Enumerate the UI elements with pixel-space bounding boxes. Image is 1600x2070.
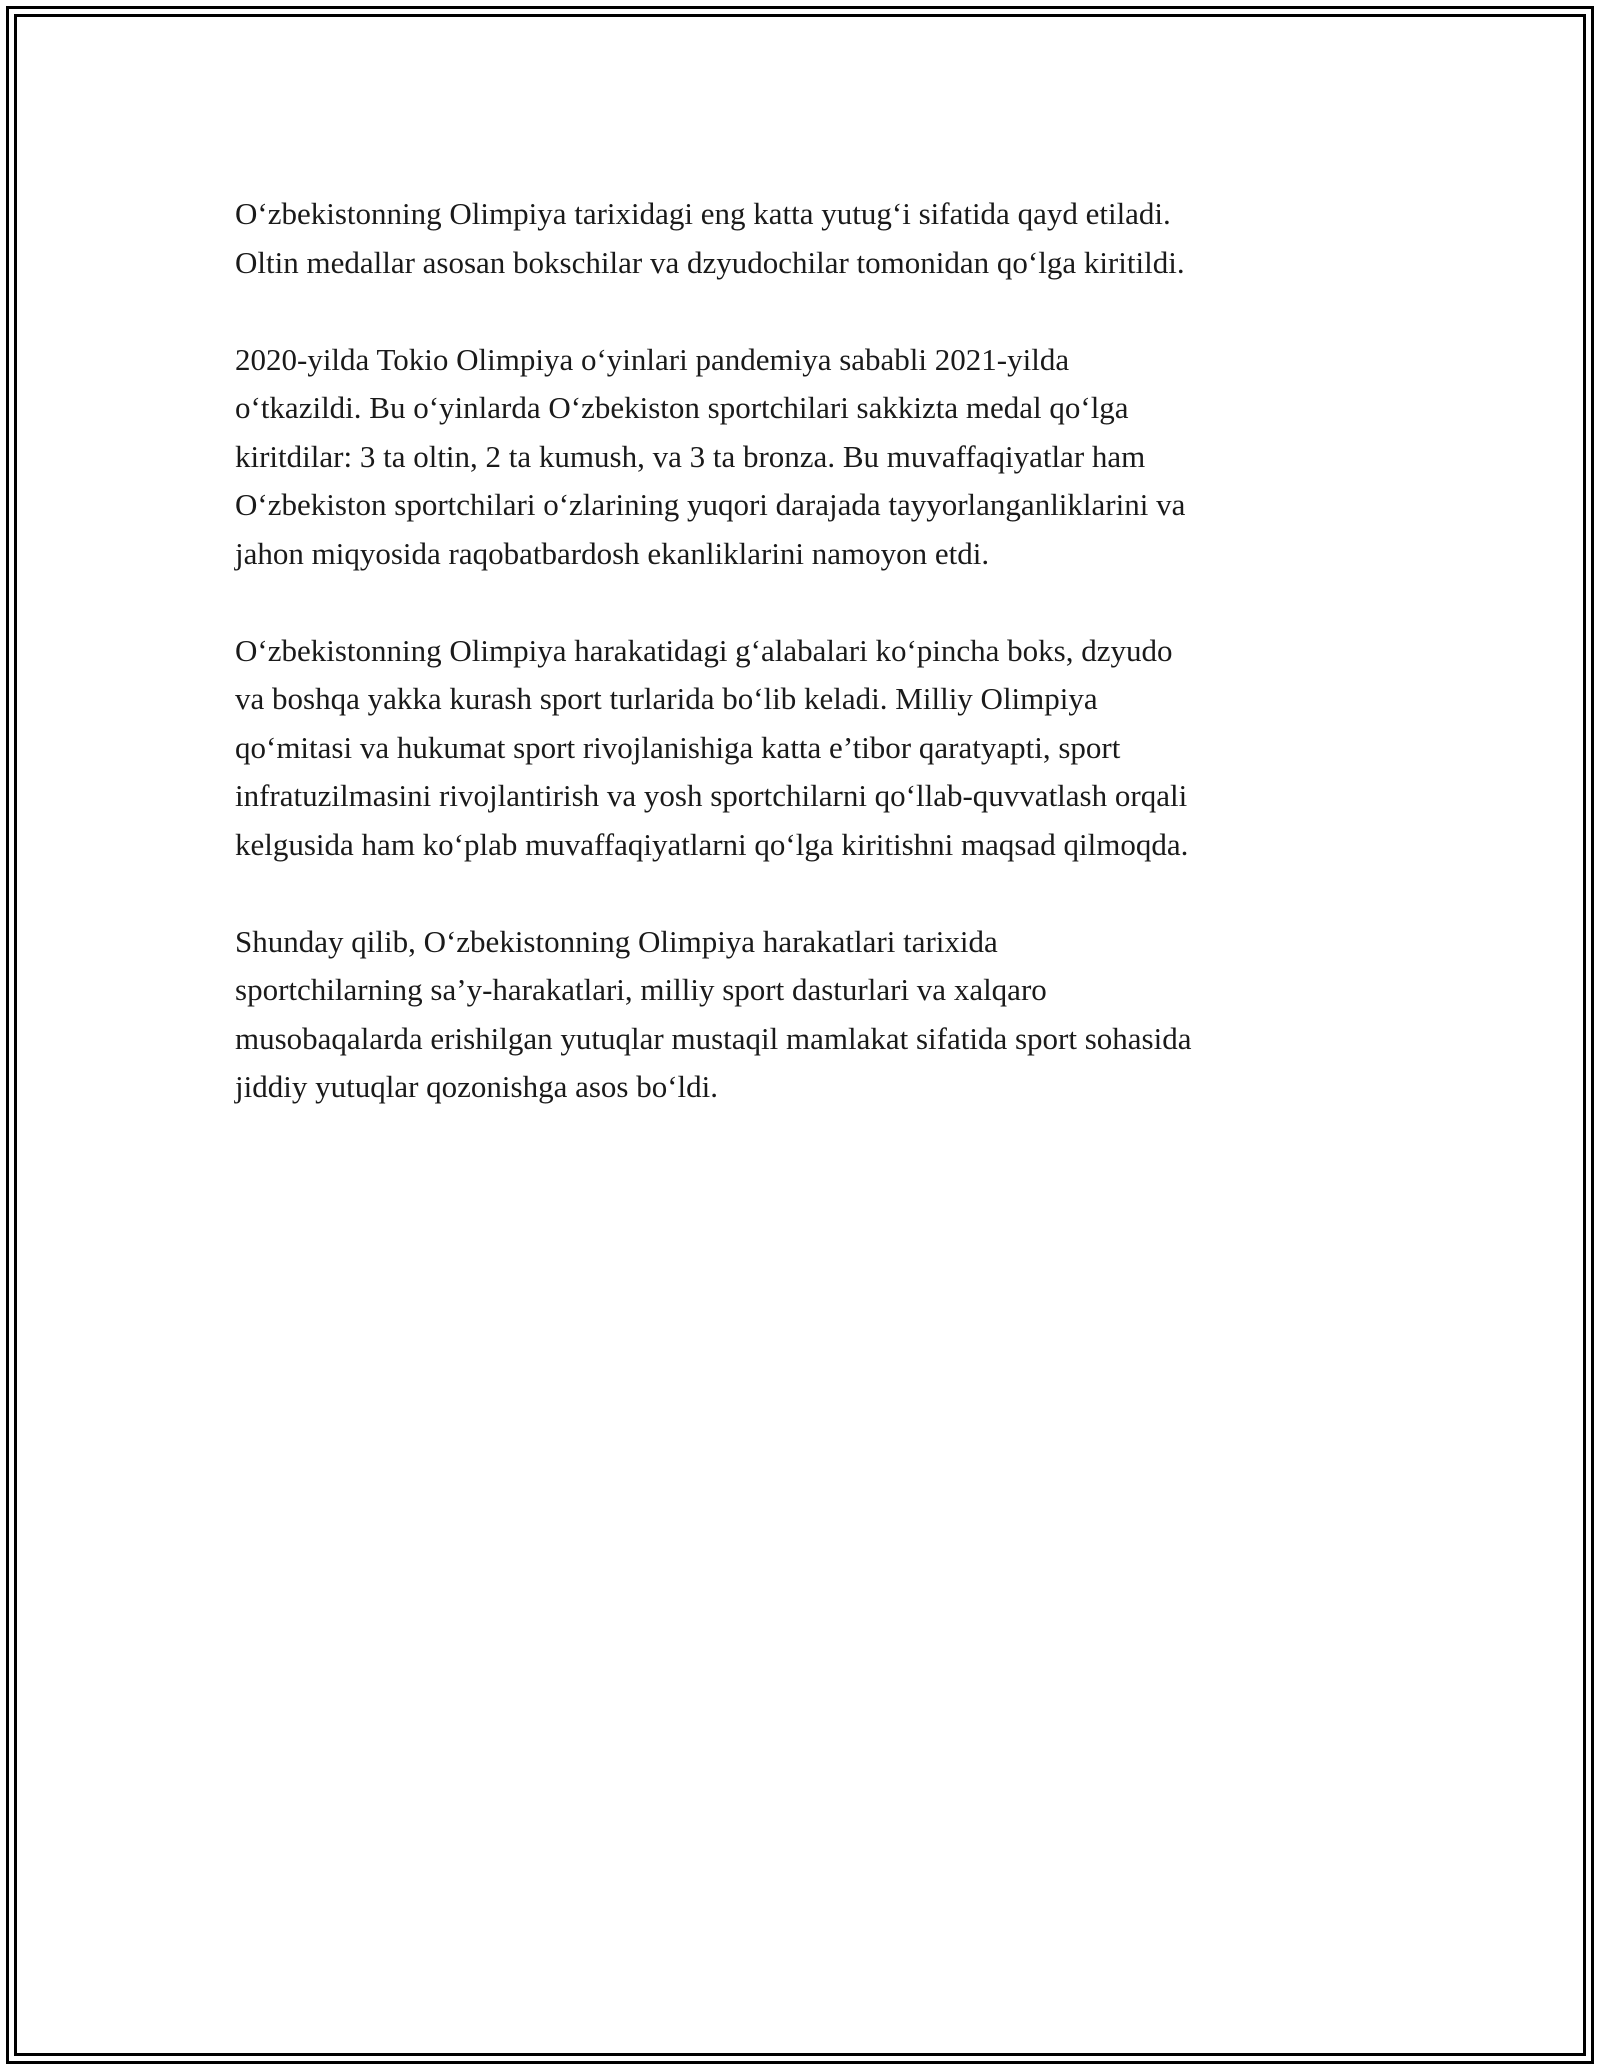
text-line: Shunday qilib, O‘zbekistonning Olimpiya harakatlari tarixida (235, 923, 998, 959)
paragraph-victories-sports (235, 627, 1395, 870)
text-line: O‘zbekistonning Olimpiya tarixidagi eng katta yutug‘i sifatida qayd etiladi. (235, 196, 1171, 231)
text-line: kiritdilar: 3 ta oltin, 2 ta kumush, va 3 ta bronza. Bu muvaffaqiyatlar ham (235, 438, 1146, 474)
text-line: 2020-yilda Tokio Olimpiya o‘yinlari pandemiya sababli 2021-yilda (235, 341, 1070, 377)
text-line: va boshqa yakka kurash sport turlarida bo‘lib keladi. Milliy Olimpiya (235, 681, 1098, 716)
text-line: jahon miqyosida raqobatbardosh ekanliklarini namoyon etdi. (235, 535, 990, 571)
paragraph-olympic-achievement (235, 190, 1395, 287)
text-line: jiddiy yutuqlar qozonishga asos bo‘ldi. (235, 1069, 719, 1104)
text-line: kelgusida ham ko‘plab muvaffaqiyatlarni qo‘lga kiritishni maqsad qilmoqda. (235, 826, 1189, 862)
text-line: sportchilarning sa’y-harakatlari, milliy sport dasturlari va xalqaro (235, 972, 1047, 1007)
text-line: qo‘mitasi va hukumat sport rivojlanishiga katta e’tibor qaratyapti, sport (235, 729, 1121, 765)
text-line: O‘zbekiston sportchilari o‘zlarining yuqori darajada tayyorlanganliklarini va (235, 487, 1186, 522)
text-line: O‘zbekistonning Olimpiya harakatidagi g‘alabalari ko‘pincha boks, dzyudo (235, 632, 1173, 668)
paragraph-conclusion (235, 918, 1395, 1112)
paragraph-tokyo-olympics (235, 336, 1395, 579)
text-line: o‘tkazildi. Bu o‘yinlarda O‘zbekiston sportchilari sakkizta medal qo‘lga (235, 390, 1129, 425)
text-line: musobaqalarda erishilgan yutuqlar mustaqil mamlakat sifatida sport sohasida (235, 1020, 1192, 1056)
document-body (235, 190, 1395, 1160)
text-line: infratuzilmasini rivojlantirish va yosh sportchilarni qo‘llab-quvvatlash orqali (235, 778, 1188, 813)
text-line: Oltin medallar asosan bokschilar va dzyudochilar tomonidan qo‘lga kiritildi. (235, 244, 1185, 280)
